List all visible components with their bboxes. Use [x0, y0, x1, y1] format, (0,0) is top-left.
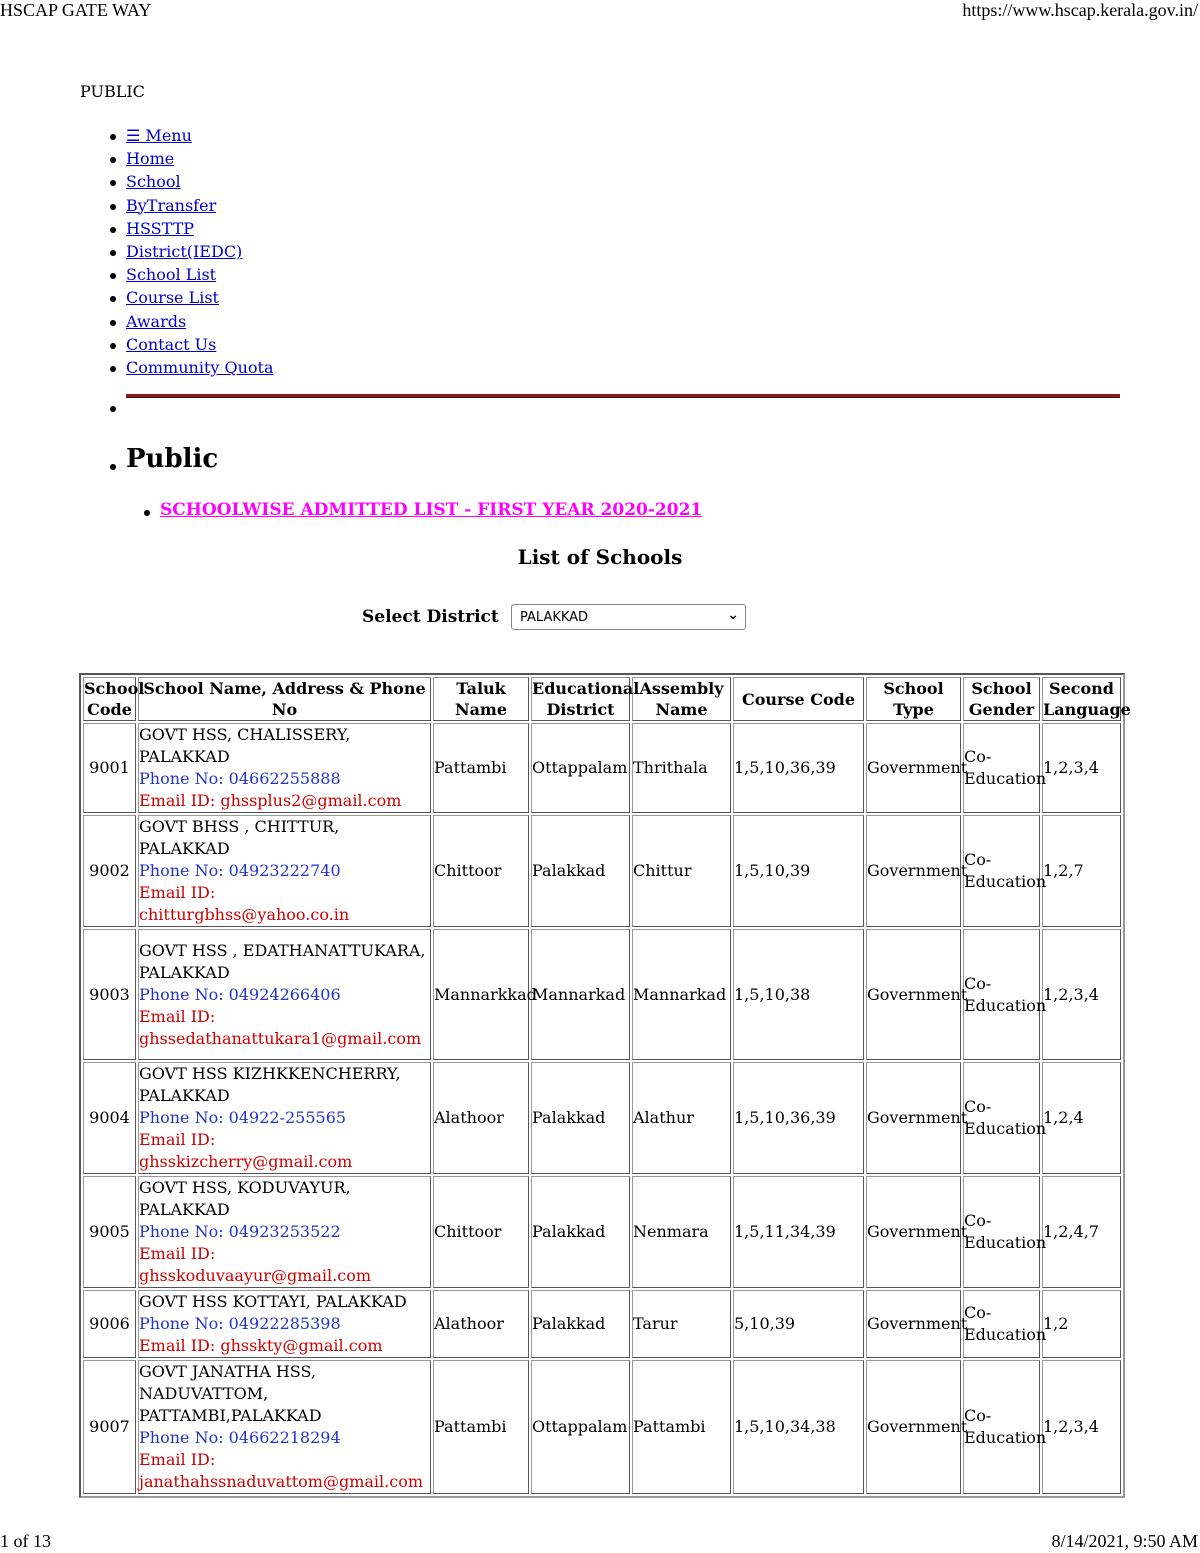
gender-cell: Co-Education: [963, 1360, 1040, 1494]
school-phone: Phone No: 04922-255565: [139, 1108, 347, 1127]
table-header-row: [83, 677, 1121, 721]
lang-cell: 1,2: [1042, 1290, 1121, 1358]
school-phone: Phone No: 04662255888: [139, 769, 341, 788]
school-email: Email ID: ghsskoduvaayur@gmail.com: [139, 1244, 371, 1285]
gender-cell: Co-Education: [963, 1176, 1040, 1288]
lang-cell: 1,2,3,4: [1042, 723, 1121, 813]
school-name: GOVT HSS , EDATHANATTUKARA, PALAKKAD: [139, 940, 426, 982]
taluk-cell: Chittoor: [433, 1176, 529, 1288]
school-name: GOVT HSS KIZHKKENCHERRY, PALAKKAD: [139, 1064, 401, 1105]
nav-item-menu: [104, 124, 274, 147]
hssttp-link[interactable]: HSSTTP: [126, 218, 194, 238]
col-header-gender: School Gender: [963, 677, 1040, 721]
type-cell: Government: [866, 815, 961, 927]
school-phone: Phone No: 04924266406: [139, 984, 341, 1004]
gender-cell: Co-Education: [963, 723, 1040, 813]
assembly-cell: Nenmara: [632, 1176, 731, 1288]
col-header-name: School Name, Address & Phone No: [138, 677, 431, 721]
school-email: Email ID: ghsskty@gmail.com: [139, 1336, 383, 1355]
school-email: Email ID: ghssplus2@gmail.com: [139, 791, 402, 810]
school-email: Email ID: chitturgbhss@yahoo.co.in: [139, 883, 350, 924]
school-code: 9007: [83, 1360, 136, 1494]
table-row: [83, 723, 1121, 813]
type-cell: Government: [866, 1360, 961, 1494]
public-heading-bullet: [110, 464, 116, 470]
school-name: GOVT JANATHA HSS, NADUVATTOM, PATTAMBI,PALAKKAD: [139, 1362, 322, 1425]
chevron-down-icon: ⌄: [727, 607, 739, 623]
nav-item-bytransfer: [104, 194, 274, 217]
awards-link[interactable]: Awards: [126, 311, 187, 331]
edu-district-cell: Palakkad: [531, 1290, 630, 1358]
col-header-course: Course Code: [733, 677, 864, 721]
assembly-cell: Pattambi: [632, 1360, 731, 1494]
nav-item-school-list: [104, 263, 274, 286]
edu-district-cell: Palakkad: [531, 815, 630, 927]
table-row: [83, 815, 1121, 927]
lang-cell: 1,2,7: [1042, 815, 1121, 927]
home-link[interactable]: Home: [126, 149, 175, 169]
assembly-cell: Tarur: [632, 1290, 731, 1358]
course-cell: 1,5,10,36,39: [733, 723, 864, 813]
district-select-value: PALAKKAD: [520, 610, 589, 625]
school-details: [138, 815, 431, 927]
type-cell: Government: [866, 1062, 961, 1174]
school-phone: Phone No: 04923253522: [139, 1222, 341, 1241]
col-header-lang: Second Language: [1043, 679, 1131, 719]
contact-us-link[interactable]: Contact Us: [126, 334, 217, 354]
schools-table: [79, 673, 1131, 1498]
school-email: Email ID: ghsskizcherry@gmail.com: [139, 1130, 353, 1171]
col-header-type: School Type: [866, 677, 961, 721]
district-select[interactable]: [511, 604, 746, 630]
school-email: Email ID: janathahssnaduvattom@gmail.com: [139, 1450, 424, 1491]
school-code: 9003: [83, 929, 136, 1060]
nav-item-district-iedc: [104, 240, 274, 263]
type-cell: Government: [866, 929, 961, 1060]
bytransfer-link[interactable]: ByTransfer: [126, 195, 217, 215]
assembly-cell: Chittur: [632, 815, 731, 927]
gender-cell: Co-Education: [963, 929, 1040, 1060]
edu-district-cell: Ottappalam: [531, 723, 630, 813]
school-name: GOVT HSS, CHALISSERY, PALAKKAD: [139, 725, 351, 766]
nav-item-contact-us: [104, 333, 274, 356]
taluk-cell: Alathoor: [433, 1290, 529, 1358]
school-phone: Phone No: 04662218294: [139, 1428, 341, 1447]
nav-item-course-list: [104, 286, 274, 309]
lang-cell: 1,2,4: [1042, 1062, 1121, 1174]
nav-menu: [104, 124, 274, 379]
nav-item-home: [104, 147, 274, 170]
school-name: GOVT BHSS , CHITTUR, PALAKKAD: [139, 817, 340, 858]
col-header-taluk: Taluk Name: [433, 677, 529, 721]
school-code: 9005: [83, 1176, 136, 1288]
menu-link[interactable]: ☰ Menu: [126, 126, 192, 145]
edu-district-cell: Mannarkad: [531, 929, 630, 1060]
table-row: [83, 1360, 1121, 1494]
edu-district-cell: Palakkad: [531, 1062, 630, 1174]
school-details: [138, 1176, 431, 1288]
assembly-cell: Thrithala: [632, 723, 731, 813]
taluk-cell: Pattambi: [433, 723, 529, 813]
type-cell: Government: [866, 723, 961, 813]
school-phone: Phone No: 04922285398: [139, 1314, 341, 1333]
school-link[interactable]: School: [126, 172, 181, 192]
nav-item-hssttp: [104, 217, 274, 240]
school-code: 9004: [83, 1062, 136, 1174]
gender-cell: Co-Education: [963, 1062, 1040, 1174]
edu-district-cell: Ottappalam: [531, 1360, 630, 1494]
type-cell: Government: [866, 1290, 961, 1358]
school-code: 9006: [83, 1290, 136, 1358]
school-email: Email ID: ghssedathanattukara1@gmail.com: [139, 1006, 422, 1048]
print-footer-timestamp: 8/14/2021, 9:50 AM: [1051, 1531, 1198, 1551]
col-header-code: School Code: [84, 679, 145, 719]
district-iedc-link[interactable]: District(IEDC): [126, 241, 243, 261]
school-phone: Phone No: 04923222740: [139, 861, 341, 880]
edu-district-cell: Palakkad: [531, 1176, 630, 1288]
course-cell: 1,5,10,36,39: [733, 1062, 864, 1174]
page-title: List of Schools: [517, 545, 683, 569]
school-details: [138, 1360, 431, 1494]
school-details: [138, 1062, 431, 1174]
school-list-link[interactable]: School List: [126, 265, 217, 285]
school-code: 9001: [83, 723, 136, 813]
table-row: [83, 1176, 1121, 1288]
print-header-url: https://www.hscap.kerala.gov.in/: [962, 0, 1198, 20]
gender-cell: Co-Education: [963, 1290, 1040, 1358]
section-label: PUBLIC: [80, 82, 145, 101]
public-heading: Public: [126, 444, 219, 474]
school-name: GOVT HSS KOTTAYI, PALAKKAD: [139, 1292, 407, 1311]
table-row: [83, 1290, 1121, 1358]
course-cell: 1,5,11,34,39: [733, 1176, 864, 1288]
course-cell: 1,5,10,38: [733, 929, 864, 1060]
taluk-cell: Pattambi: [433, 1360, 529, 1494]
lang-cell: 1,2,3,4: [1042, 1360, 1121, 1494]
col-header-edu-district: Educational District: [532, 679, 640, 719]
school-details: [138, 723, 431, 813]
community-quota-link[interactable]: Community Quota: [126, 357, 274, 377]
course-cell: 1,5,10,39: [733, 815, 864, 927]
school-details: [138, 929, 431, 1060]
course-cell: 5,10,39: [733, 1290, 864, 1358]
lang-cell: 1,2,3,4: [1042, 929, 1121, 1060]
school-name: GOVT HSS, KODUVAYUR, PALAKKAD: [139, 1178, 351, 1219]
lang-cell: 1,2,4,7: [1042, 1176, 1121, 1288]
col-header-assembly: Assembly Name: [632, 677, 731, 721]
print-footer-page: 1 of 13: [0, 1531, 51, 1551]
table-row: [83, 929, 1121, 1060]
taluk-cell: Alathoor: [433, 1062, 529, 1174]
print-header-title: HSCAP GATE WAY: [0, 0, 152, 20]
nav-item-school: [104, 170, 274, 193]
course-cell: 1,5,10,34,38: [733, 1360, 864, 1494]
course-list-link[interactable]: Course List: [126, 288, 219, 308]
red-divider: [126, 394, 1120, 398]
nav-item-awards: [104, 310, 274, 333]
divider-bullet: [110, 406, 116, 412]
school-code: 9002: [83, 815, 136, 927]
table-row: [83, 1062, 1121, 1174]
school-details: [138, 1290, 431, 1358]
gender-cell: Co-Education: [963, 815, 1040, 927]
assembly-cell: Alathur: [632, 1062, 731, 1174]
nav-item-community-quota: [104, 356, 274, 379]
assembly-cell: Mannarkad: [632, 929, 731, 1060]
taluk-cell: Mannarkkad: [433, 929, 529, 1060]
type-cell: Government: [866, 1176, 961, 1288]
admitted-list-link[interactable]: SCHOOLWISE ADMITTED LIST - FIRST YEAR 2020-2021: [160, 500, 703, 520]
admit-link-bullet: [144, 510, 150, 516]
district-select-label: Select District: [362, 607, 499, 627]
taluk-cell: Chittoor: [433, 815, 529, 927]
